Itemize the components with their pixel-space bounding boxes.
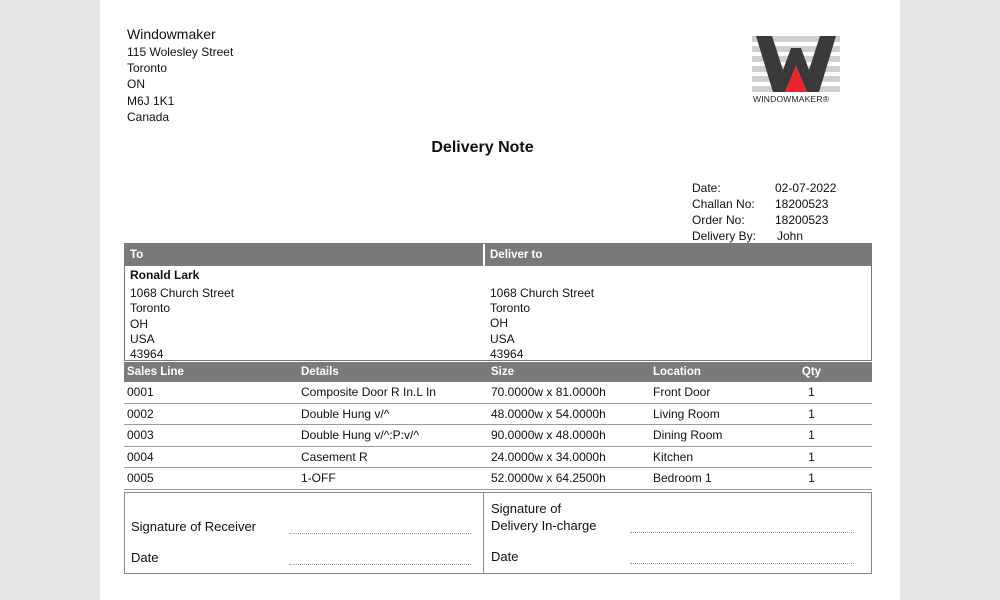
delivery-signature-label-line2: Delivery In-charge bbox=[491, 518, 597, 533]
receiver-date-label: Date bbox=[131, 550, 159, 565]
signature-divider bbox=[483, 493, 484, 573]
meta-value: 02-07-2022 bbox=[775, 181, 837, 195]
document-title: Delivery Note bbox=[431, 139, 534, 156]
deliver-to-address-line: 1068 Church Street bbox=[490, 286, 595, 300]
cell-sales-line: 0005 bbox=[124, 468, 298, 490]
deliver-to-address-line: 43964 bbox=[490, 346, 524, 361]
cell-sales-line: 0001 bbox=[124, 382, 298, 403]
items-header-row bbox=[124, 362, 872, 382]
cell-size: 24.0000w x 34.0000h bbox=[488, 446, 650, 468]
meta-value: John bbox=[777, 229, 804, 243]
meta-date bbox=[692, 180, 836, 196]
cell-sales-line: 0004 bbox=[124, 446, 298, 468]
address-section bbox=[124, 243, 872, 361]
to-header: To bbox=[125, 244, 483, 266]
company-address-line: Toronto bbox=[127, 61, 168, 76]
meta-label: Delivery By: bbox=[692, 229, 757, 243]
company-address-line: 115 Wolesley Street bbox=[127, 45, 234, 59]
cell-qty: 1 bbox=[784, 468, 872, 490]
document-page bbox=[100, 0, 900, 600]
receiver-signature-label: Signature of Receiver bbox=[131, 519, 257, 534]
cell-sales-line: 0002 bbox=[124, 403, 298, 425]
column-header-location: Location bbox=[650, 362, 784, 382]
to-address-line: OH bbox=[130, 316, 148, 331]
to-address-line: Toronto bbox=[130, 301, 171, 316]
table-row bbox=[124, 382, 872, 403]
column-header-qty: Qty bbox=[784, 362, 872, 382]
table-row bbox=[124, 403, 872, 425]
cell-size: 48.0000w x 54.0000h bbox=[488, 403, 650, 425]
cell-qty: 1 bbox=[784, 382, 872, 403]
to-address-line: USA bbox=[130, 331, 155, 346]
cell-details: Casement R bbox=[298, 446, 488, 468]
company-address-line: M6J 1K1 bbox=[127, 93, 175, 108]
customer-name: Ronald Lark bbox=[130, 268, 200, 282]
column-header-sales-line: Sales Line bbox=[124, 362, 298, 382]
cell-size: 70.0000w x 81.0000h bbox=[488, 382, 650, 403]
deliver-to-address-line: USA bbox=[490, 331, 515, 346]
meta-label: Order No: bbox=[692, 213, 745, 227]
items-table bbox=[124, 362, 872, 490]
table-row bbox=[124, 446, 872, 468]
company-address-line: Canada bbox=[127, 109, 170, 124]
cell-qty: 1 bbox=[784, 425, 872, 447]
cell-details: Double Hung v/^:P:v/^ bbox=[298, 425, 488, 447]
column-header-size: Size bbox=[488, 362, 650, 382]
meta-delivery-by bbox=[692, 228, 836, 244]
deliver-to-header: Deliver to bbox=[485, 244, 871, 266]
meta-challan-no bbox=[692, 196, 836, 212]
meta-value: 18200523 bbox=[775, 197, 829, 211]
signature-section bbox=[124, 492, 872, 574]
cell-location: Bedroom 1 bbox=[650, 468, 784, 490]
cell-sales-line: 0003 bbox=[124, 425, 298, 447]
delivery-signature-line[interactable] bbox=[630, 532, 854, 533]
cell-details: Composite Door R In.L In bbox=[298, 382, 488, 403]
company-address bbox=[127, 26, 233, 125]
company-name: Windowmaker bbox=[127, 26, 216, 42]
to-address-line: 1068 Church Street bbox=[130, 286, 235, 301]
deliver-to-address bbox=[490, 286, 594, 362]
receiver-signature-line[interactable] bbox=[289, 533, 471, 534]
table-row bbox=[124, 425, 872, 447]
company-address-line: ON bbox=[127, 77, 145, 92]
cell-qty: 1 bbox=[784, 446, 872, 468]
delivery-date-line[interactable] bbox=[630, 563, 854, 564]
meta-label: Date: bbox=[692, 181, 721, 195]
meta-label: Challan No: bbox=[692, 197, 755, 211]
cell-location: Living Room bbox=[650, 403, 784, 425]
document-meta bbox=[692, 180, 836, 244]
meta-value: 18200523 bbox=[775, 213, 829, 227]
delivery-date-label: Date bbox=[491, 549, 519, 564]
cell-size: 52.0000w x 64.2500h bbox=[488, 468, 650, 490]
table-row bbox=[124, 468, 872, 490]
meta-order-no bbox=[692, 212, 836, 228]
cell-details: 1-OFF bbox=[298, 468, 488, 490]
logo-wordmark: WINDOWMAKER® bbox=[753, 94, 830, 104]
delivery-signature-label-line1: Signature of bbox=[491, 501, 562, 516]
deliver-to-address-line: OH bbox=[490, 316, 508, 331]
receiver-date-line[interactable] bbox=[289, 564, 471, 565]
deliver-to-address-line: Toronto bbox=[490, 301, 531, 316]
cell-details: Double Hung v/^ bbox=[298, 403, 488, 425]
column-header-details: Details bbox=[298, 362, 488, 382]
cell-qty: 1 bbox=[784, 403, 872, 425]
cell-size: 90.0000w x 48.0000h bbox=[488, 425, 650, 447]
to-address-line: 43964 bbox=[130, 347, 164, 362]
cell-location: Kitchen bbox=[650, 446, 784, 468]
cell-location: Dining Room bbox=[650, 425, 784, 447]
to-address bbox=[130, 268, 234, 362]
cell-location: Front Door bbox=[650, 382, 784, 403]
